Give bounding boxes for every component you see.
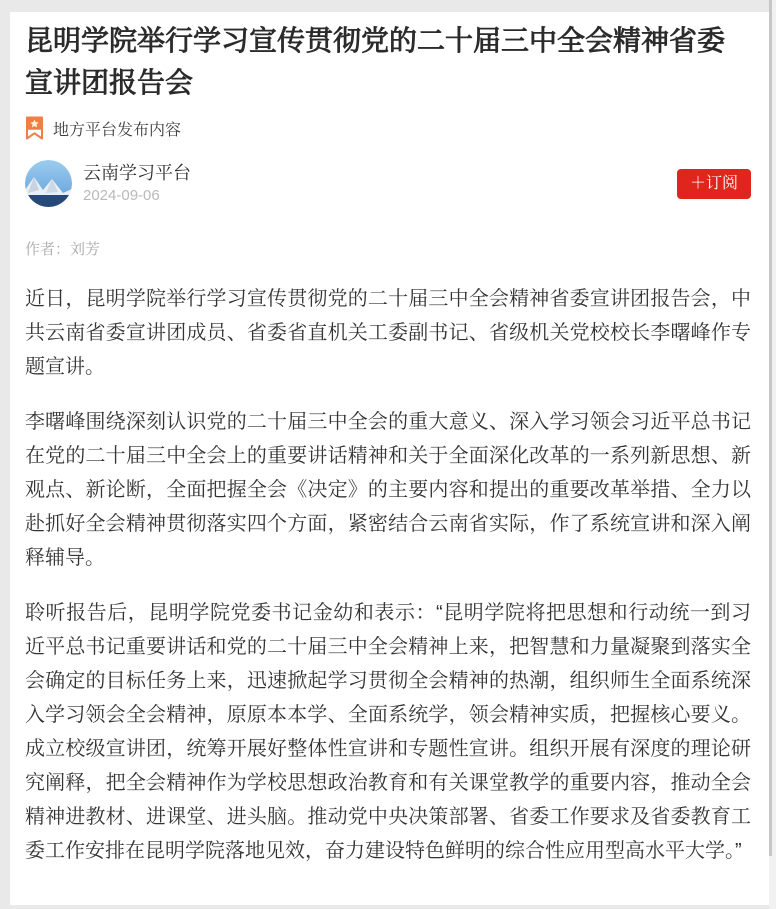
- article-paragraph-3: 聆听报告后，昆明学院党委书记金幼和表示：“昆明学院将把思想和行动统一到习近平总书记重要讲话和党的二十届三中全会精神上来，把智慧和力量凝聚到落实全会确定的目标任务上来，迅速掀起学习贯彻全会精神的热潮，组织师生全面系统深入学习领会全会精神，原原本本学、全面系统学，领会精神实质，把握核心要义。成立校级宣讲团，统筹开展好整体性宣讲和专题性宣讲。组织开展有深度的理论研究阐释，把全会精神作为学校思想政治教育和有关课堂教学的重要内容，推动全会精神进教材、进课堂、进头脑。推动党中央决策部署、省委工作要求及省委教育工委工作安排在昆明学院落地见效，奋力建设特色鲜明的综合性应用型高水平大学。”: [25, 602, 751, 862]
- author-line: 作者：刘芳: [25, 241, 101, 258]
- publisher-avatar[interactable]: [25, 160, 72, 207]
- scrollbar-thumb[interactable]: [769, 0, 772, 856]
- publisher-meta: [83, 162, 191, 205]
- subscribe-button[interactable]: ＋订阅: [677, 169, 751, 199]
- publisher-name[interactable]: 云南学习平台: [83, 163, 191, 183]
- source-tag-label: 地方平台发布内容: [53, 121, 182, 139]
- ribbon-badge-icon: [25, 116, 44, 140]
- article-paragraph-1: 近日，昆明学院举行学习宣传贯彻党的二十届三中全会精神省委宣讲团报告会，中共云南省委宣讲团成员、省委省直机关工委副书记、省级机关党校校长李曙峰作专题宣讲。: [25, 288, 751, 378]
- article-paragraph-2: 李曙峰围绕深刻认识党的二十届三中全会的重大意义、深入学习领会习近平总书记在党的二十届三中全会上的重要讲话精神和关于全面深化改革的一系列新思想、新观点、新论断，全面把握全会《决定》的主要内容和提出的重要改革举措、全力以赴抓好全会精神贯彻落实四个方面，紧密结合云南省实际，作了系统宣讲和深入阐释辅导。: [25, 411, 751, 569]
- scrollbar-track[interactable]: [769, 0, 776, 909]
- publish-date: 2024-09-06: [83, 187, 160, 204]
- source-tag: [25, 116, 751, 140]
- article-body: [25, 282, 751, 868]
- article-title: 昆明学院举行学习宣传贯彻党的二十届三中全会精神省委宣讲团报告会: [25, 25, 726, 98]
- article-page: [10, 12, 769, 905]
- publisher-row: [25, 160, 751, 207]
